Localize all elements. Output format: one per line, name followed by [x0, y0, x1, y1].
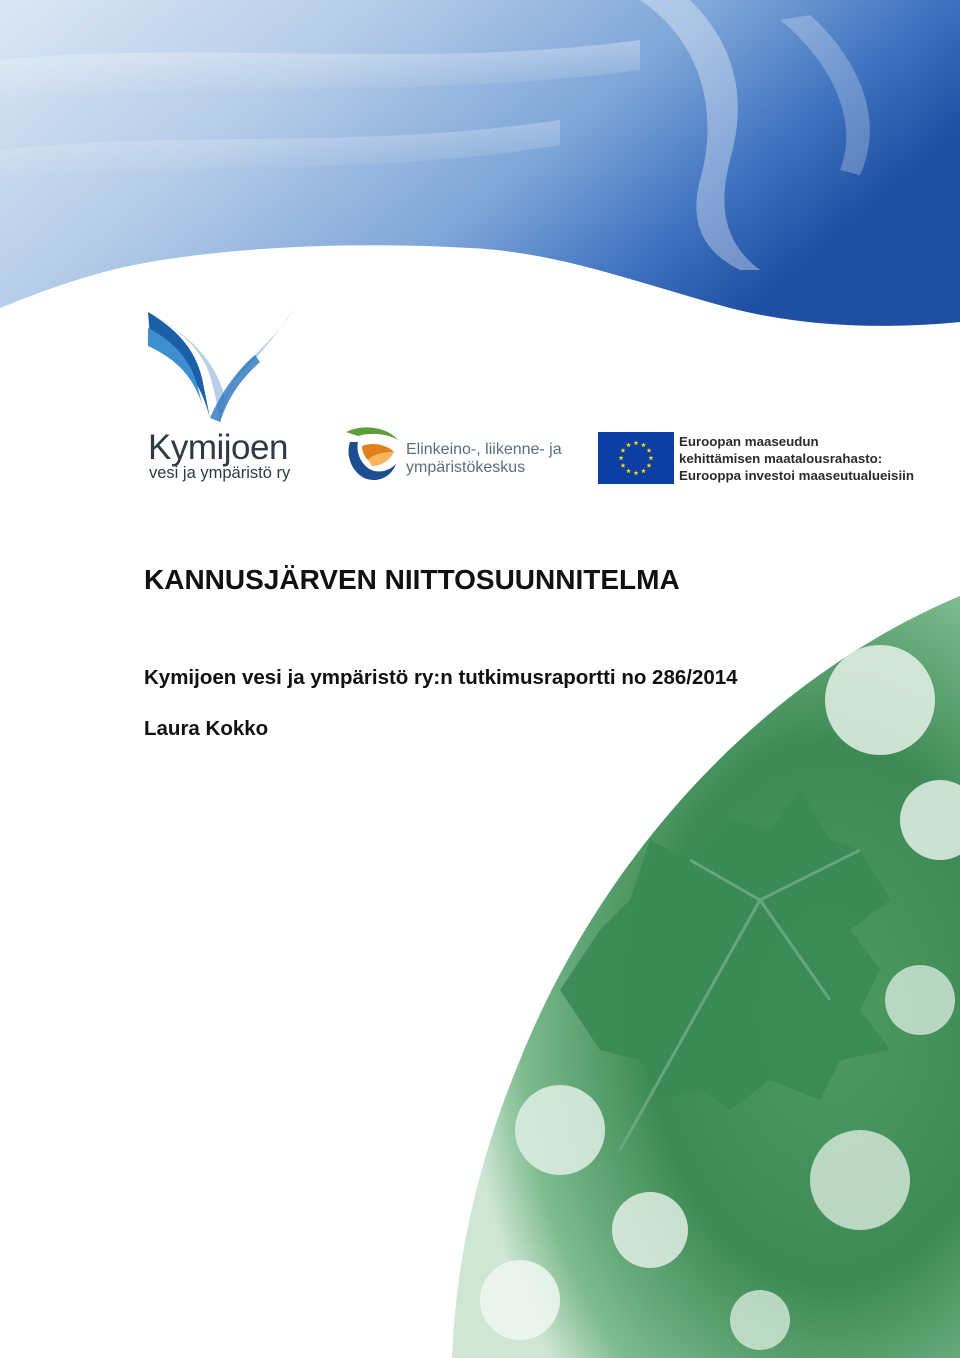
kymijoen-logo-name: Kymijoen: [148, 428, 288, 467]
bird-wing-icon: [140, 300, 310, 430]
ely-emblem-icon: [342, 424, 402, 484]
ely-logo-line1: Elinkeino-, liikenne- ja: [406, 441, 562, 458]
eu-logo-line3: Eurooppa investoi maaseutualueisiin: [679, 467, 914, 483]
ely-logo-line2: ympäristökeskus: [406, 459, 526, 476]
ely-logo: [342, 424, 572, 484]
ely-logo-text: [406, 441, 562, 477]
eu-logo-line1: Euroopan maaseudun: [679, 434, 819, 449]
eu-flag-icon: [598, 432, 674, 484]
kymijoen-logo-tagline: vesi ja ympäristö ry: [149, 464, 291, 482]
eu-logo-text: [679, 434, 914, 484]
document-title: KANNUSJÄRVEN NIITTOSUUNNITELMA: [144, 564, 680, 595]
kymijoen-logo: [140, 300, 310, 490]
eu-logo: [598, 432, 918, 486]
eu-logo-line2: kehittämisen maatalousrahasto:: [679, 450, 883, 466]
document-subtitle: Kymijoen vesi ja ympäristö ry:n tutkimusraportti no 286/2014: [144, 666, 738, 689]
document-author: Laura Kokko: [144, 717, 269, 740]
